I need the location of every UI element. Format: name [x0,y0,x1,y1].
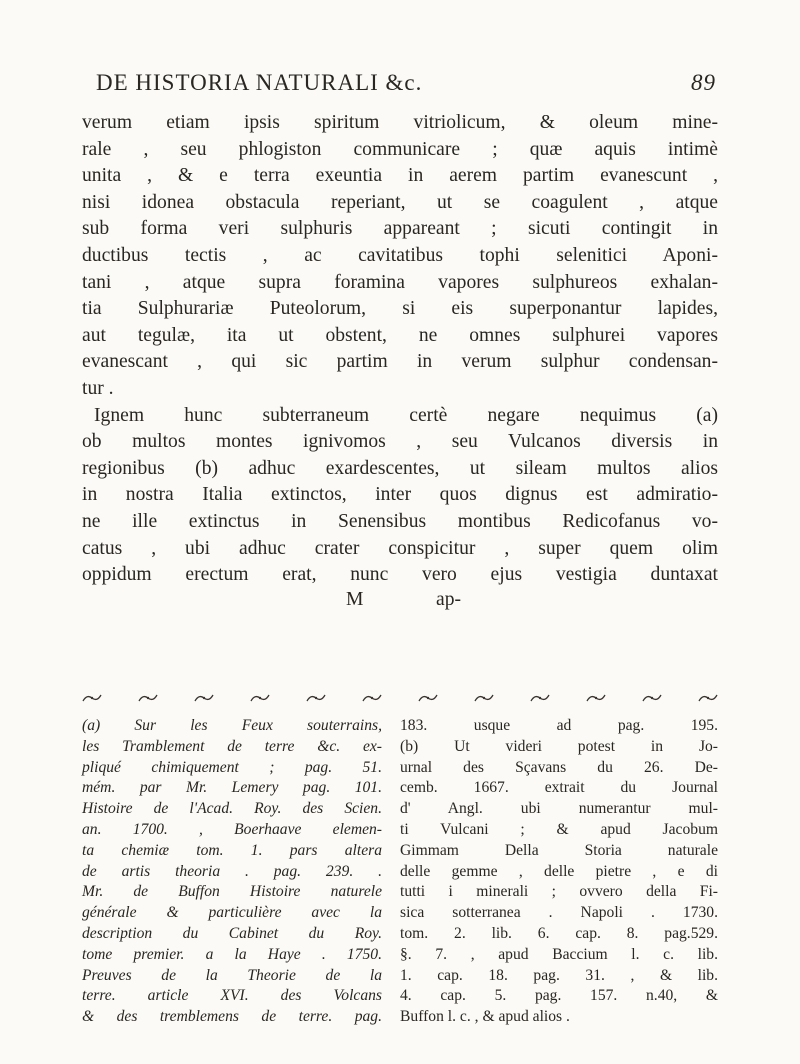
text-line: oppidum erectum erat, nunc vero ejus vestigia duntaxat [82,564,718,586]
catchword: ap- [436,588,462,610]
footnote-line: sica sotterranea . Napoli . 1730. [400,904,718,922]
text-line: in nostra Italia extinctos, inter quos dignus est admiratio- [82,484,718,506]
footnote-line: (a) Sur les Feux souterrains, [82,717,382,734]
ornament-flourish-icon [418,693,438,703]
footnote-line: tutti i minerali ; ovvero della Fi- [400,883,718,901]
text-line: catus , ubi adhuc crater conspicitur , super quem olim [82,537,718,559]
ornament-flourish-icon [474,693,494,703]
text-line: tur . [82,377,114,399]
footnote-line: 4. cap. 5. pag. 157. n.40, & [400,987,718,1005]
footnote-line: §. 7. , apud Baccium l. c. lib. [400,945,718,963]
footnote-line: an. 1700. , Boerhaave elemen- [82,820,382,838]
text-line: unita , & e terra exeuntia in aerem partim evanescunt , [82,165,718,187]
ornament-flourish-icon [642,693,662,703]
ornament-flourish-icon [698,693,718,703]
footnote-line: 1. cap. 18. pag. 31. , & lib. [400,966,718,984]
text-line: regionibus (b) adhuc exardescentes, ut sileam multos alios [82,457,718,479]
footnote-line: mém. par Mr. Lemery pag. 101. [82,779,382,797]
footnote-line: Preuves de la Theorie de la [82,966,382,984]
main-text [82,110,718,619]
footnotes-left [82,716,382,1028]
footnote-line: les Tramblement de terre &c. ex- [82,737,382,755]
footnote-line: description du Cabinet du Roy. [82,924,382,942]
footnote-line: tome premier. a la Haye . 1750. [82,945,382,963]
text-line: sub forma veri sulphuris appareant ; sicuti contingit in [82,218,718,240]
footnote-line: pliqué chimiquement ; pag. 51. [82,758,382,776]
ornament-flourish-icon [306,693,326,703]
ornament-flourish-icon [82,693,102,703]
text-line: tia Sulphurariæ Puteolorum, si eis superponantur lapides, [82,298,718,320]
ornament-rule [82,690,718,706]
text-line: ob multos montes ignivomos , seu Vulcanos diversis in [82,431,718,453]
signature-mark: M [346,588,364,610]
ornament-flourish-icon [250,693,270,703]
footnote-line: générale & particulière avec la [82,904,382,922]
running-title: DE HISTORIA NATURALI &c. [96,70,423,95]
footnote-line: d' Angl. ubi numerantur mul- [400,800,718,818]
ornament-flourish-icon [586,693,606,703]
text-line: aut tegulæ, ita ut obstent, ne omnes sulphurei vapores [82,324,718,346]
footnote-line: ta chemiæ tom. 1. pars altera [82,841,382,859]
ornament-flourish-icon [194,693,214,703]
footnote-line: urnal des Sçavans du 26. De- [400,758,718,776]
footnote-line: Gimmam Della Storia naturale [400,841,718,859]
footnote-line: terre. article XVI. des Volcans [82,987,382,1005]
footnote-line: delle gemme , delle pietre , e di [400,862,718,880]
text-line: nisi idonea obstacula reperiant, ut se coagulent , atque [82,191,718,213]
ornament-flourish-icon [362,693,382,703]
ornament-flourish-icon [530,693,550,703]
text-line: tani , atque supra foramina vapores sulphureos exhalan- [82,271,718,293]
footnote-line: Mr. de Buffon Histoire naturele [82,883,382,901]
footnote-line: & des tremblemens de terre. pag. [82,1008,382,1026]
text-line: evanescant , qui sic partim in verum sulphur condensan- [82,351,718,373]
text-line: rale , seu phlogiston communicare ; quæ aquis intimè [82,138,718,160]
text-line: Ignem hunc subterraneum certè negare nequimus (a) [94,404,718,426]
text-line: verum etiam ipsis spiritum vitriolicum, & oleum mine- [82,112,718,133]
text-line: ne ille extinctus in Senensibus montibus Redicofanus vo- [82,510,718,532]
page-number: 89 [691,70,716,95]
catchword-line [82,589,718,619]
footnote-line: de artis theoria . pag. 239. . [82,862,382,880]
ornament-flourish-icon [138,693,158,703]
text-line: ductibus tectis , ac cavitatibus tophi selenitici Aponi- [82,244,718,266]
footnote-line: Histoire de l'Acad. Roy. des Scien. [82,800,382,818]
footnote-line: tom. 2. lib. 6. cap. 8. pag.529. [400,924,718,942]
footnote-line: Buffon l. c. , & apud alios . [400,1008,570,1026]
footnote-line: ti Vulcani ; & apud Jacobum [400,820,718,838]
footnotes-right [400,716,718,1028]
footnote-line: cemb. 1667. extrait du Journal [400,779,718,797]
footnote-line: (b) Ut videri potest in Jo- [400,737,718,755]
footnote-line: 183. usque ad pag. 195. [400,717,718,734]
